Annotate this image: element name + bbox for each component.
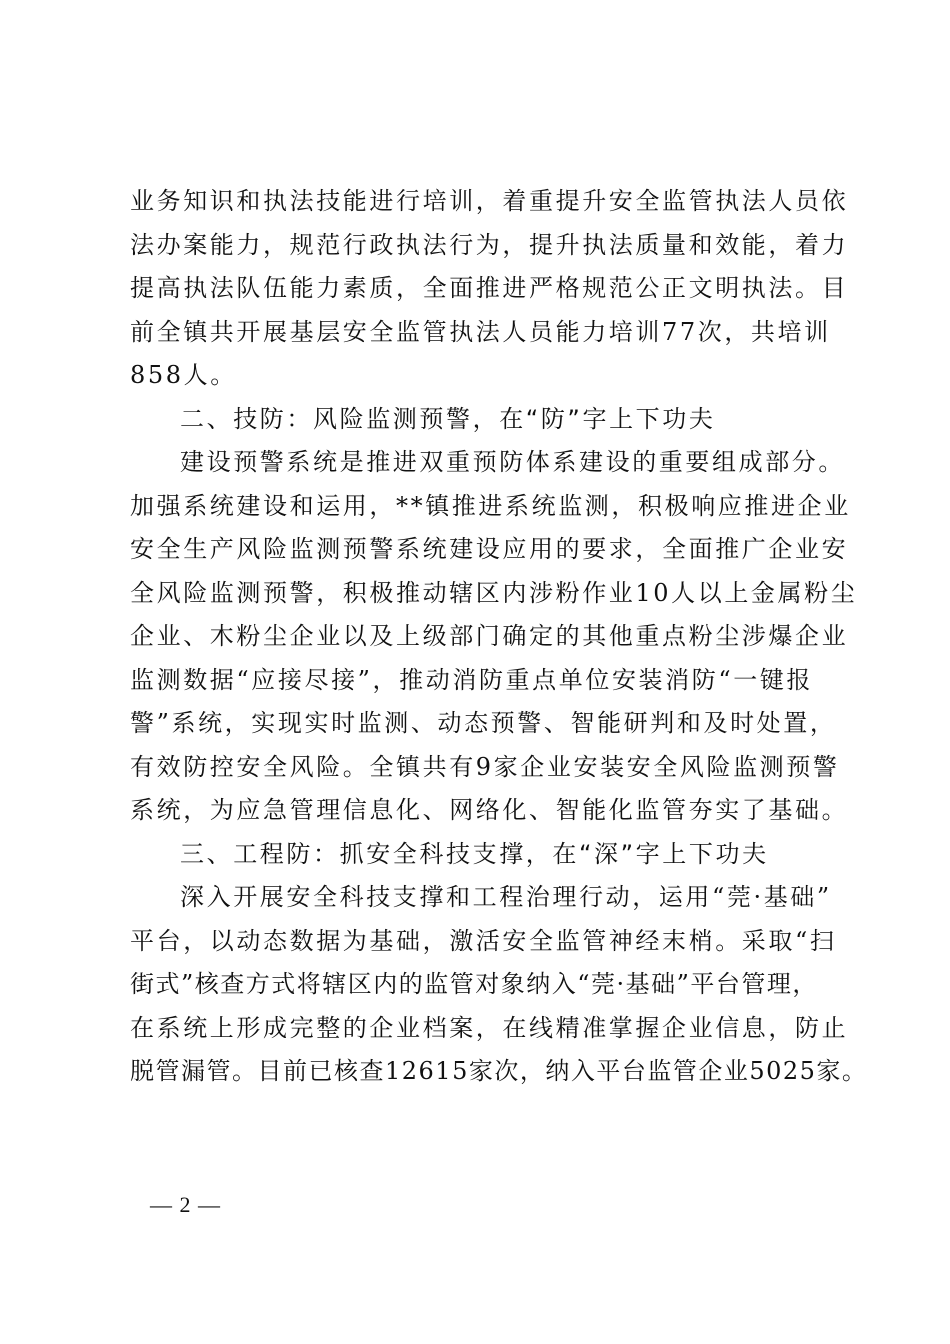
paragraph-line: 全风险监测预警，积极推动辖区内涉粉作业10人以上金属粉尘 bbox=[130, 578, 858, 607]
paragraph-line: 系统，为应急管理信息化、网络化、智能化监管夯实了基础。 bbox=[130, 796, 849, 824]
paragraph-line: 安全生产风险监测预警系统建设应用的要求，全面推广企业安 bbox=[130, 535, 849, 563]
paragraph-line: 有效防控安全风险。全镇共有9家企业安装安全风险监测预警 bbox=[130, 752, 840, 781]
paragraph-line: 加强系统建设和运用，**镇推进系统监测，积极响应推进企业 bbox=[130, 491, 851, 520]
paragraph-line: 法办案能力，规范行政执法行为，提升执法质量和效能，着力 bbox=[130, 230, 849, 259]
paragraph-line: 脱管漏管。目前已核查12615家次，纳入平台监管企业5025家。 bbox=[130, 1057, 868, 1085]
paragraph-line: 深入开展安全科技支撑和工程治理行动，运用“莞·基础” bbox=[180, 883, 832, 911]
paragraph-line: 监测数据“应接尽接”，推动消防重点单位安装消防“一键报 bbox=[130, 665, 814, 694]
paragraph-line: 在系统上形成完整的企业档案，在线精准掌握企业信息，防止 bbox=[130, 1013, 849, 1042]
paragraph-line: 警”系统，实现实时监测、动态预警、智能研判和及时处置， bbox=[130, 709, 837, 737]
paragraph-line: 前全镇共开展基层安全监管执法人员能力培训77次，共培训 bbox=[130, 317, 831, 346]
paragraph-line: 平台，以动态数据为基础，激活安全监管神经末梢。采取“扫 bbox=[130, 926, 837, 955]
paragraph-line: 858人。 bbox=[130, 361, 237, 389]
body-text bbox=[130, 180, 868, 1094]
paragraph-line: 业务知识和执法技能进行培训，着重提升安全监管执法人员依 bbox=[130, 187, 849, 215]
section-heading-3: 三、工程防：抓安全科技支撑，在“深”字上下功夫 bbox=[180, 839, 769, 868]
paragraph-line: 提高执法队伍能力素质，全面推进严格规范公正文明执法。目 bbox=[130, 274, 849, 302]
paragraph-line: 企业、木粉尘企业以及上级部门确定的其他重点粉尘涉爆企业 bbox=[130, 622, 849, 650]
section-heading-2: 二、技防：风险监测预警，在“防”字上下功夫 bbox=[180, 404, 716, 433]
page-number: — 2 — bbox=[150, 1192, 221, 1217]
paragraph-line: 建设预警系统是推进双重预防体系建设的重要组成部分。 bbox=[180, 448, 845, 476]
paragraph-line: 街式”核查方式将辖区内的监管对象纳入“莞·基础”平台管理， bbox=[130, 970, 818, 998]
